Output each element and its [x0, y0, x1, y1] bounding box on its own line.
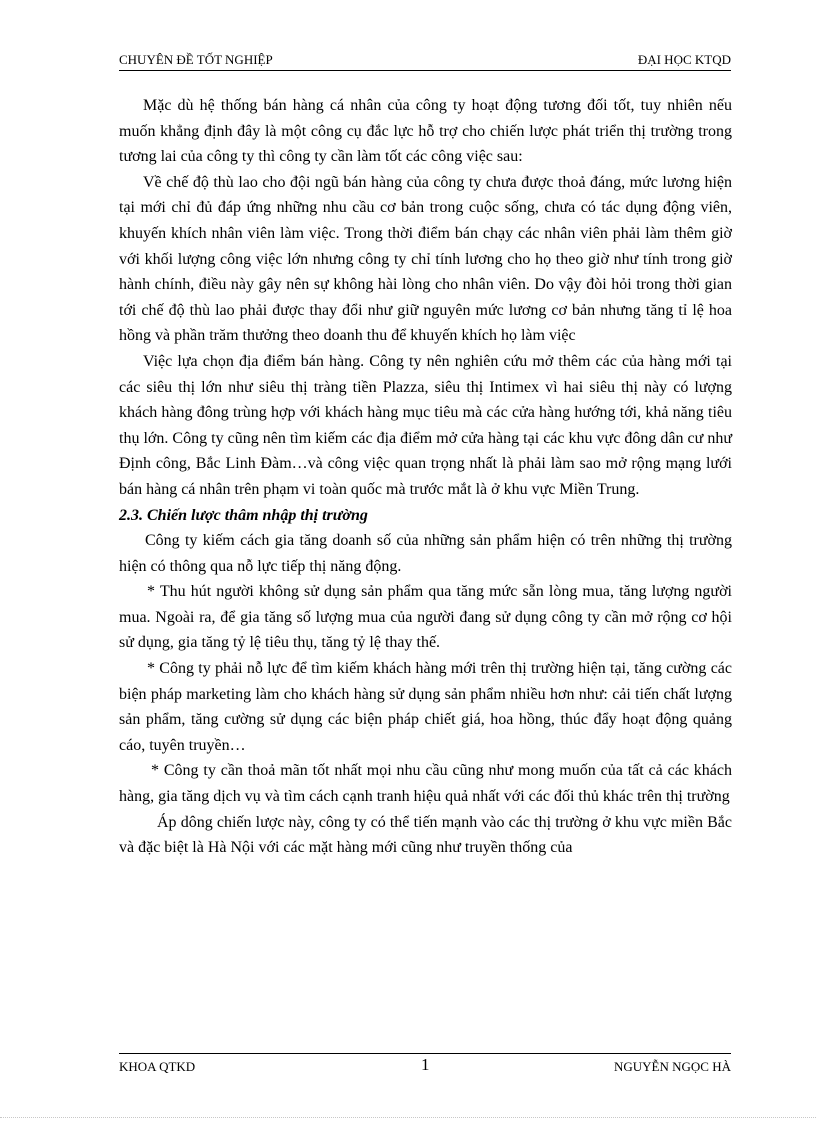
footer-left-text: KHOA QTKD [119, 1059, 196, 1074]
bullet-paragraph: * Công ty cần thoả mãn tốt nhất mọi nhu cầu cũng như mong muốn của tất cả các khách hàng, gia tăng dịch vụ và tìm cách cạnh tranh hiệu quả nhất với các đối thủ khác trên thị trường [119, 762, 732, 806]
footer-right-text: NGUYỄN NGỌC HÀ [614, 1059, 731, 1074]
bullet-paragraph: * Thu hút người không sử dụng sản phẩm qua tăng mức sẵn lòng mua, tăng lượng người mua. Ngoài ra, để gia tăng số lượng mua của người đang sử dụng công ty cần mở rộng cơ hội sử dụng, gia tăng tỷ lệ tiêu thụ, tăng tỷ lệ thay thế. [119, 583, 732, 652]
paragraph: Công ty kiếm cách gia tăng doanh số của những sản phẩm hiện có trên những thị trường hiện có thông qua nỗ lực tiếp thị năng động. [119, 532, 732, 575]
paragraph: Việc lựa chọn địa điểm bán hàng. Công ty nên nghiên cứu mở thêm các của hàng mới tại các siêu thị lớn như siêu thị tràng tiền Plazza, siêu thị Intimex vì hai siêu thị này có lượng khách hàng đông trùng hợp với khách hàng mục tiêu mà các cửa hàng hướng tới, khả năng tiêu thụ lớn. Công ty cũng nên tìm kiếm các địa điểm mở cửa hàng tại các khu vực đông dân cư như Định công, Bắc Linh Đàm…và công việc quan trọng nhất là phải làm sao mở rộng mạng lưới bán hàng cá nhân trên phạm vi toàn quốc mà trước mắt là ở khu vực Miền Trung. [119, 352, 732, 498]
document-body [119, 93, 732, 861]
page-header [119, 52, 731, 71]
header-left-text: CHUYÊN ĐỀ TỐT NGHIỆP [119, 52, 273, 67]
header-right-text: ĐẠI HỌC KTQD [637, 52, 731, 67]
paragraph: Áp dông chiến lược này, công ty có thể tiến mạnh vào các thị trường ở khu vực miền Bắc và đặc biệt là Hà Nội với các mặt hàng mới cũng như truyền thống của [119, 813, 732, 857]
section-heading: 2.3. Chiến lược thâm nhập thị trường [119, 506, 368, 524]
paragraph: Mặc dù hệ thống bán hàng cá nhân của công ty hoạt động tương đối tốt, tuy nhiên nếu muốn khẳng định đây là một công cụ đắc lực hỗ trợ cho chiến lược phát triển thị trường trong tương lai của công ty thì công ty cần làm tốt các công việc sau: [119, 97, 732, 166]
page-bottom-divider [0, 1117, 816, 1118]
paragraph: Về chế độ thù lao cho đội ngũ bán hàng của công ty chưa được thoả đáng, mức lương hiện tại mới chỉ đủ đáp ứng những nhu cầu cơ bản trong cuộc sống, chưa có tác dụng động viên, khuyến khích nhân viên làm việc. Trong thời điểm bán chạy các nhân viên phải làm thêm giờ với khối lượng công việc lớn nhưng công ty chỉ tính lương cho họ theo giờ như tính trong giờ hành chính, điều này gây nên sự không hài lòng cho nhân viên. Do vậy đòi hỏi trong thời gian tới chế độ thù lao phải được thay đổi như giữ nguyên mức lương cơ bản nhưng tăng tỉ lệ hoa hồng và phần trăm thưởng theo doanh thu để khuyến khích họ làm việc [119, 173, 732, 345]
page-number: 1 [421, 1055, 430, 1074]
bullet-paragraph: * Công ty phải nỗ lực để tìm kiếm khách hàng mới trên thị trường hiện tại, tăng cường các biện pháp marketing làm cho khách hàng sử dụng sản phẩm nhiều hơn như: cải tiến chất lượng sản phẩm, tăng cường sử dụng các biện pháp chiết giá, hoa hồng, thúc đẩy hoạt động quảng cáo, tuyên truyền… [119, 660, 732, 754]
page-footer [119, 1053, 731, 1074]
